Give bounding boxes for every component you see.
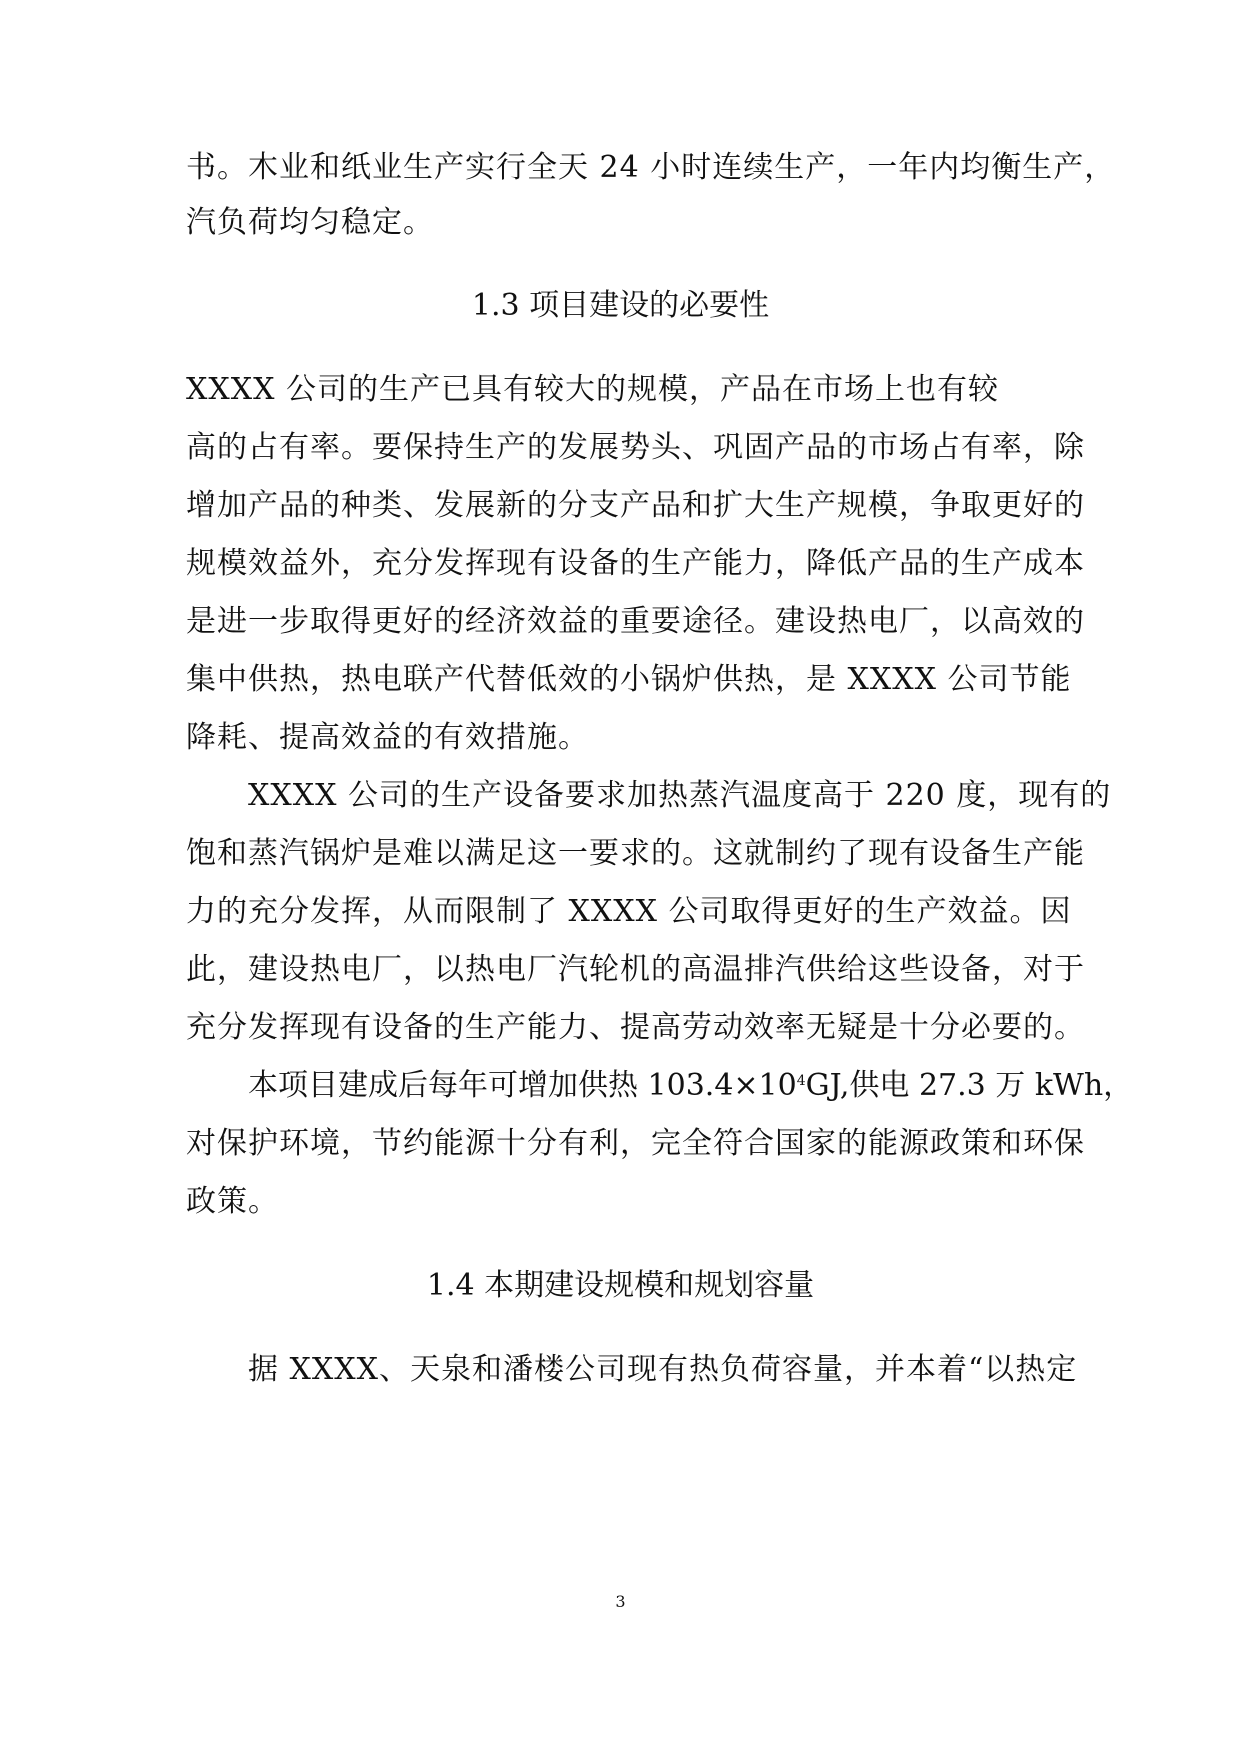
- section-heading-1-4: 1.4 本期建设规模和规划容量: [426, 1268, 815, 1303]
- text-span: 本项目建成后每年可增加供热 103.4×10: [248, 1068, 797, 1103]
- text-line: 对保护环境，节约能源十分有利，完全符合国家的能源政策和环保: [186, 1126, 1085, 1161]
- text-line: 书。木业和纸业生产实行全天 24 小时连续生产，一年内均衡生产，: [186, 150, 1116, 185]
- text-line: 增加产品的种类、发展新的分支产品和扩大生产规模，争取更好的: [186, 488, 1085, 523]
- page-number: 3: [615, 1592, 626, 1611]
- text-line: 规模效益外，充分发挥现有设备的生产能力，降低产品的生产成本: [186, 546, 1085, 581]
- section-heading-1-3: 1.3 项目建设的必要性: [471, 288, 770, 323]
- text-span: GJ,供电 27.3 万 kWh，: [805, 1068, 1134, 1103]
- text-line: 是进一步取得更好的经济效益的重要途径。建设热电厂，以高效的: [186, 604, 1085, 639]
- text-line: 此，建设热电厂，以热电厂汽轮机的高温排汽供给这些设备，对于: [186, 952, 1085, 987]
- text-line: [248, 1066, 1134, 1106]
- superscript: 4: [796, 1073, 806, 1089]
- text-line: 集中供热，热电联产代替低效的小锅炉供热，是 XXXX 公司节能: [186, 662, 1072, 697]
- text-line: 力的充分发挥，从而限制了 XXXX 公司取得更好的生产效益。因: [186, 894, 1072, 929]
- text-line: 充分发挥现有设备的生产能力、提高劳动效率无疑是十分必要的。: [186, 1010, 1085, 1045]
- text-line: XXXX 公司的生产已具有较大的规模，产品在市场上也有较: [186, 372, 999, 407]
- text-line: 饱和蒸汽锅炉是难以满足这一要求的。这就制约了现有设备生产能: [186, 836, 1085, 871]
- text-line: 降耗、提高效益的有效措施。: [186, 720, 589, 755]
- text-line: XXXX 公司的生产设备要求加热蒸汽温度高于 220 度，现有的: [248, 778, 1112, 813]
- text-line: 高的占有率。要保持生产的发展势头、巩固产品的市场占有率，除: [186, 430, 1085, 465]
- text-line: 据 XXXX、天泉和潘楼公司现有热负荷容量，并本着“以热定: [248, 1352, 1078, 1387]
- text-line: 汽负荷均匀稳定。: [186, 205, 434, 240]
- text-line: 政策。: [186, 1184, 279, 1219]
